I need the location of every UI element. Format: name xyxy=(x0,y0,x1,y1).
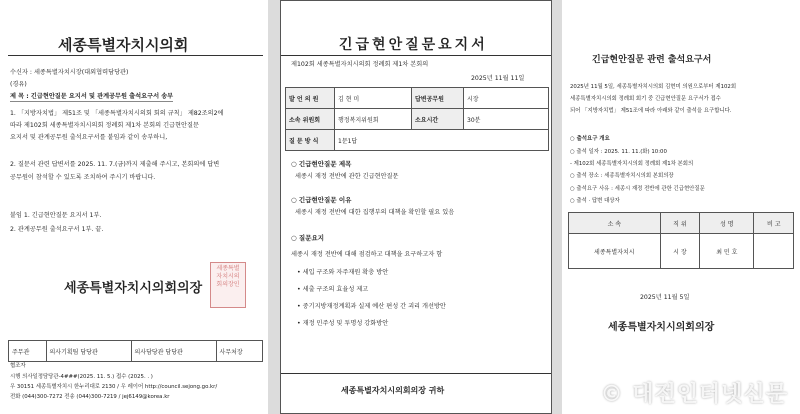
right-date: 2025년 11월 5일 xyxy=(640,294,690,301)
right-body-line: 되어 「지방자치법」 제51조에 따라 아래와 같이 출석을 요구합니다. xyxy=(570,108,732,114)
center-section-title: ○ 긴급현안질문 제목 xyxy=(291,160,352,168)
right-item: ○ 출석 일자 : 2025. 11. 11.(화) 10:00 xyxy=(570,149,667,155)
center-footer-rule xyxy=(281,373,551,374)
approval-cell: 의사담당관 담당관 xyxy=(131,341,216,362)
left-official-seal: 세종특별 자치시의 회의장인 xyxy=(210,262,246,308)
attendee-header: 소 속 xyxy=(569,213,661,234)
center-session: 제102회 세종특별자치시의회 정례회 제1차 본회의 xyxy=(291,61,429,68)
right-document xyxy=(562,0,800,414)
center-bullet: • 중기지방재정계획과 실제 예산 편성 간 괴리 개선방안 xyxy=(297,303,446,310)
approval-cell: 사무처장 xyxy=(216,341,262,362)
left-body-line: 따라 제102회 세종특별자치시의회 정례회 제1차 본회의 긴급현안질문 xyxy=(10,122,199,129)
left-recipient: 수신자 : 세종특별자치시장(대외협력담당관) xyxy=(10,69,129,76)
left-rule xyxy=(8,55,263,56)
info-label: 소요시간 xyxy=(412,109,464,130)
info-label: 발 언 의 원 xyxy=(286,88,335,109)
info-label: 질 문 방 식 xyxy=(286,130,335,151)
info-label: 소속 위원회 xyxy=(286,109,335,130)
attendee-header: 비 고 xyxy=(754,213,794,234)
watermark: © 대전인터넷신문 xyxy=(600,382,788,407)
left-attachment: 2. 관계공무원 출석요구서 1부. 끝. xyxy=(10,226,104,233)
center-document xyxy=(280,0,552,414)
right-sender: 세종특별자치시의회의장 xyxy=(608,322,715,333)
left-sender: 세종특별자치시의회의장 xyxy=(64,281,203,296)
center-section-text: 세종시 재정 전반에 관한 긴급현안질문 xyxy=(295,173,399,180)
center-section-text: 세종시 재정 전반에 대해 점검하고 대책을 요구하고자 함 xyxy=(291,251,443,258)
left-attachment: 붙임 1. 긴급현안질문 요지서 1부. xyxy=(10,212,102,219)
right-attendee-table xyxy=(568,212,794,269)
approval-cell: 주무관 xyxy=(9,341,47,362)
center-section-text: 세종시 재정 전반에 대한 집행부의 대책을 확인할 필요 있음 xyxy=(295,209,455,216)
left-footer-line: 시행 의사일정담당관-4###(2025. 11. 5.) 접수 (2025. . ) xyxy=(10,374,153,380)
attendee-cell: 최 민 호 xyxy=(700,234,754,269)
attendee-cell xyxy=(754,234,794,269)
right-item: ○ 출석 장소 : 세종특별자치시의회 본회의장 xyxy=(570,173,674,179)
attendee-cell: 시 장 xyxy=(660,234,699,269)
right-item: - 제102회 세종특별자치시의회 정례회 제1차 본회의 xyxy=(570,161,694,167)
left-approval-table xyxy=(8,340,263,362)
left-heading: 세종특별자치시의회 xyxy=(58,36,189,54)
left-subject: 제 목 : 긴급현안질문 요지서 및 관계공무원 출석요구서 송부 xyxy=(10,93,174,100)
info-value: 김 현 미 xyxy=(335,88,412,109)
left-footer-line: 전화 (044)300-7272 전송 (044)300-7219 / jej6149@korea.kr xyxy=(10,394,170,400)
info-value: 1문1답 xyxy=(335,130,549,151)
right-title: 긴급현안질문 관련 출석요구서 xyxy=(592,55,712,65)
attendee-header: 성 명 xyxy=(700,213,754,234)
left-body-line: 2. 질문서 관련 답변서를 2025. 11. 7.(금)까지 제출해 주시고, 본회의에 답변 xyxy=(10,161,220,168)
right-item: ○ 출석요구 개요 xyxy=(570,136,610,142)
center-date: 2025년 11월 11일 xyxy=(471,75,525,82)
center-bullet: • 세출 구조의 효율성 제고 xyxy=(297,286,369,293)
center-bullet: • 세입 구조와 자주재원 확충 방안 xyxy=(297,269,389,276)
center-footer: 세종특별자치시의회의장 귀하 xyxy=(341,386,445,395)
left-cooperator: 협조자 xyxy=(10,363,26,369)
info-label: 답변공무원 xyxy=(412,88,464,109)
center-info-table xyxy=(285,87,549,151)
attendee-header: 직 위 xyxy=(660,213,699,234)
center-bullet: • 재정 민주성 및 투명성 강화방안 xyxy=(297,320,389,327)
left-via: (경유) xyxy=(10,81,27,88)
left-body-line: 1. 「지방자치법」 제51조 및 「세종특별자치시의회 회의 규칙」 제82조의2에 xyxy=(10,110,224,117)
info-value: 30분 xyxy=(464,109,549,130)
info-value: 시장 xyxy=(464,88,549,109)
right-item: ○ 출석 · 답변 대상자 xyxy=(570,198,620,204)
center-section-title: ○ 긴급현안질문 이유 xyxy=(291,196,352,204)
approval-cell: 의사기획팀 담당관 xyxy=(46,341,131,362)
center-title: 긴급현안질문요지서 xyxy=(339,37,488,53)
left-document xyxy=(0,0,268,414)
left-body-line: 요지서 및 관계공무원 출석요구서를 붙임과 같이 송부하니, xyxy=(10,134,168,141)
left-footer-line: 우 30151 세종특별자치시 한누리대로 2130 / 우 레이어 http://council.sejong.go.kr/ xyxy=(10,384,218,390)
center-rule xyxy=(281,55,551,56)
center-section-title: ○ 질문요지 xyxy=(291,234,325,242)
attendee-cell: 세종특별자치시 xyxy=(569,234,661,269)
right-body-line: 세종특별자치시의회 정례회 회기 중 긴급현안질문 요구서가 접수 xyxy=(570,96,721,102)
info-value: 행정복지위원회 xyxy=(335,109,412,130)
left-body-line: 공무원이 참석할 수 있도록 조치하여 주시기 바랍니다. xyxy=(10,174,156,181)
right-item: ○ 출석요구 사유 : 세종시 재정 전반에 관한 긴급현안질문 xyxy=(570,186,705,192)
right-body-line: 2025년 11월 5일, 세종특별자치시의회 김현미 의원으로부터 제102회 xyxy=(570,84,737,90)
